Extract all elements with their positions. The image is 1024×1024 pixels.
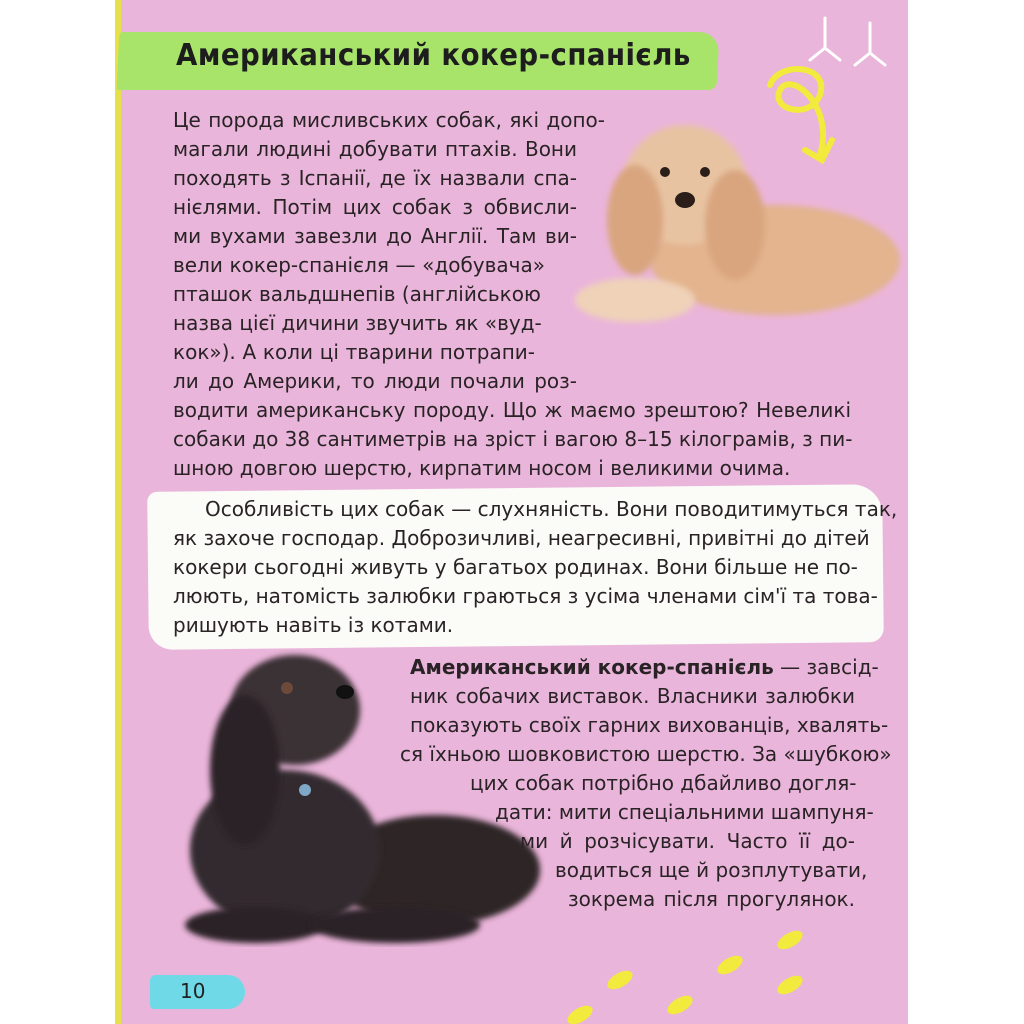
paragraph2-line: Особливість цих собак — слухняність. Вони поводитимуться так,	[205, 497, 898, 521]
paragraph3-line: зокрема після прогулянок.	[568, 887, 855, 911]
paragraph1-line: ли до Америки, то люди почали роз-	[173, 369, 577, 393]
paragraph1-line: назва цієї дичини звучить як «вуд-	[173, 311, 542, 335]
page-number-tab	[150, 975, 245, 1009]
page-title: Американський кокер-спанієль	[176, 38, 691, 73]
paragraph1-line: шною довгою шерстю, кирпатим носом і великими очима.	[173, 456, 791, 480]
paragraph3-line: водиться ще й розплутувати,	[555, 858, 868, 882]
paragraph1-line: кок»). А коли ці тварини потрапи-	[173, 340, 535, 364]
paragraph2-line: люють, натомість залюбки граються з усіма членами сім'ї та това-	[173, 584, 878, 608]
paragraph3-line: ник собачих виставок. Власники залюбки	[410, 684, 855, 708]
breed-name-bold: Американський кокер-спанієль	[410, 655, 774, 679]
paw-prints-icon	[560, 920, 820, 1024]
paragraph1-line: магали людині добувати птахів. Вони	[173, 137, 577, 161]
paragraph3-line: ся їхньою шовковистою шерстю. За «шубкою»	[400, 742, 892, 766]
page-edge-strip	[115, 0, 121, 1024]
paragraph2-line: як захоче господар. Доброзичливі, неагресивні, привітні до дітей	[173, 526, 870, 550]
paragraph1-line: нієлями. Потім цих собак з обвисли-	[173, 195, 577, 219]
paragraph3-text: — завсід-	[780, 655, 879, 679]
paragraph2-line: кокери сьогодні живуть у багатьох родинах. Вони більше не по-	[173, 555, 858, 579]
cocker-spaniel-buff-photo	[565, 110, 905, 335]
paragraph1-line: вели кокер-спанієля — «добувача»	[173, 253, 545, 277]
paragraph3-line: ми й розчісувати. Часто її до-	[520, 829, 855, 853]
paragraph3-line-1	[410, 654, 879, 680]
paragraph1-line: Це порода мисливських собак, які допо-	[173, 108, 605, 132]
paragraph1-line: собаки до 38 сантиметрів на зріст і вагою 8–15 кілограмів, з пи-	[173, 427, 853, 451]
paragraph1-line: пташок вальдшнепів (англійською	[173, 282, 541, 306]
paragraph1-line: походять з Іспанії, де їх назвали спа-	[173, 166, 577, 190]
paragraph3-line: показують своїх гарних вихованців, хвалять-	[410, 713, 889, 737]
paragraph3-line: цих собак потрібно дбайливо догля-	[470, 771, 857, 795]
paragraph1-line: ми вухами завезли до Англії. Там ви-	[173, 224, 577, 248]
paragraph3-line: дати: мити спеціальними шампуня-	[495, 800, 874, 824]
paragraph1-line: водити американську породу. Що ж маємо зрештою? Невеликі	[173, 398, 851, 422]
paragraph2-line: ришують навіть із котами.	[173, 613, 454, 637]
page-number: 10	[180, 979, 206, 1003]
